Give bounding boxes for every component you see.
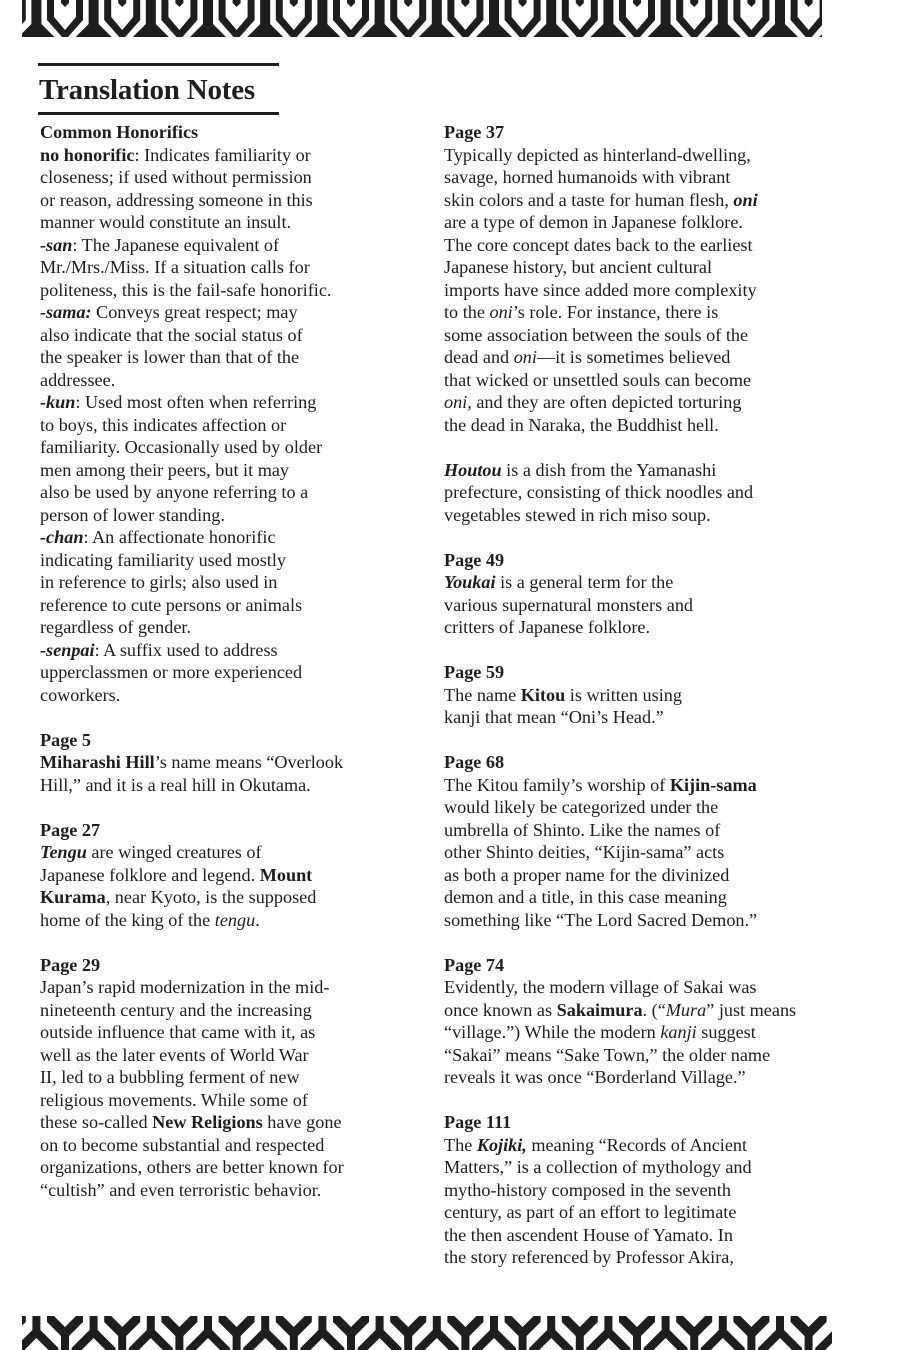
text-segment: , near Kyoto, is the supposed	[105, 887, 317, 907]
text-segment: religious movements. While some of	[40, 1089, 308, 1110]
text-segment: is written using	[565, 684, 682, 705]
text-segment: closeness; if used without permission	[40, 167, 312, 187]
bold-italic-term: -kun	[40, 392, 76, 412]
text-segment: that wicked or unsettled souls can become	[444, 369, 752, 390]
text-segment: the story referenced by Professor Akira,	[444, 1247, 734, 1267]
text-line	[40, 684, 400, 707]
page-title: Translation Notes	[39, 74, 255, 106]
text-segment: something like “The Lord Sacred Demon.”	[444, 909, 758, 930]
border-motif	[61, 0, 69, 7]
text-line	[444, 1246, 834, 1269]
text-line	[40, 1134, 400, 1157]
text-line	[40, 594, 400, 617]
text-segment: , and they are often depicted torturing	[467, 392, 742, 412]
title-rule-bottom	[38, 112, 279, 115]
note-section	[444, 459, 834, 527]
section-heading: Page 68	[444, 752, 505, 772]
note-section	[444, 661, 834, 729]
text-segment: ’s name means “Overlook	[154, 752, 344, 772]
text-line	[40, 751, 400, 774]
border-motif	[576, 0, 584, 7]
bold-term: Kijin-sama	[669, 774, 757, 795]
text-segment: well as the later events of World War	[40, 1044, 309, 1065]
border-motif	[233, 0, 241, 7]
text-line	[40, 279, 400, 302]
left-column	[40, 121, 400, 1224]
section-heading: Page 74	[444, 954, 505, 975]
section-heading: Page 49	[444, 549, 505, 570]
text-segment: umbrella of Shinto. Like the names of	[444, 819, 721, 840]
note-section	[40, 121, 400, 706]
text-line	[40, 549, 400, 572]
text-line	[444, 886, 834, 909]
text-line	[444, 909, 834, 932]
text-segment: demon and a title, in this case meaning	[444, 887, 727, 907]
bold-term: Kitou	[520, 684, 566, 705]
bold-italic-term: oni	[733, 189, 758, 210]
section-heading: Page 27	[40, 819, 101, 840]
text-segment: the dead in Naraka, the Buddhist hell.	[444, 414, 719, 435]
text-line	[444, 166, 834, 189]
border-motif	[848, 1316, 884, 1350]
text-line	[444, 391, 834, 414]
text-segment: outside influence that came with it, as	[40, 1022, 316, 1042]
section-heading: Page 37	[444, 122, 505, 142]
bold-term: Mount	[259, 864, 313, 885]
text-line	[444, 796, 834, 819]
text-line	[444, 841, 834, 864]
text-segment: “Sakai” means “Sake Town,” the older name	[444, 1044, 771, 1065]
text-line	[444, 819, 834, 842]
border-motif	[118, 0, 126, 7]
section-heading: Page 5	[40, 729, 92, 750]
text-line	[444, 301, 834, 324]
section-heading: Page 59	[444, 662, 505, 682]
text-line	[40, 571, 400, 594]
text-segment: kanji that mean “Oni’s Head.”	[444, 707, 664, 727]
bold-italic-term: Houtou	[444, 459, 502, 480]
text-segment: reveals it was once “Borderland Village.”	[444, 1067, 746, 1087]
bold-term: Miharashi Hill	[40, 752, 155, 772]
text-line	[40, 661, 400, 684]
text-segment: the then ascendent House of Yamato. In	[444, 1224, 733, 1245]
text-segment: Conveys great respect; may	[91, 302, 298, 322]
text-segment: other Shinto deities, “Kijin-sama” acts	[444, 842, 725, 862]
text-line	[444, 1201, 834, 1224]
text-segment: some association between the souls of the	[444, 324, 749, 345]
text-line	[40, 1021, 400, 1044]
text-line	[40, 346, 400, 369]
border-motif	[862, 0, 870, 7]
text-segment: Matters,” is a collection of mythology and	[444, 1157, 752, 1177]
text-segment: Hill,” and it is a real hill in Okutama.	[40, 774, 311, 795]
text-segment: : The Japanese equivalent of	[72, 234, 280, 255]
text-line	[40, 616, 400, 639]
text-segment: century, as part of an effort to legitimate	[444, 1202, 737, 1222]
text-segment: are winged creatures of	[86, 842, 262, 862]
border-motif	[519, 0, 527, 7]
text-segment: : An affectionate honorific	[83, 527, 276, 547]
text-line	[40, 1111, 400, 1134]
note-section	[444, 121, 834, 436]
text-segment: The core concept dates back to the earliest	[444, 234, 753, 255]
text-line	[40, 436, 400, 459]
border-motif	[404, 0, 412, 7]
italic-term: oni	[444, 392, 468, 412]
bold-term: New Religions	[152, 1112, 263, 1132]
section-heading: Common Honorifics	[40, 122, 199, 142]
text-segment: The name	[444, 684, 521, 705]
section-heading: Page 111	[444, 1112, 512, 1132]
text-segment: also be used by anyone referring to a	[40, 482, 309, 502]
text-line	[40, 504, 400, 527]
border-motif	[848, 0, 884, 37]
text-line	[40, 1156, 400, 1179]
text-segment: II, led to a bubbling ferment of new	[40, 1067, 300, 1087]
text-segment: savage, horned humanoids with vibrant	[444, 167, 731, 187]
section-heading: Page 29	[40, 954, 101, 975]
text-segment: imports have since added more complexity	[444, 279, 757, 300]
italic-term: oni	[513, 347, 537, 367]
text-segment: person of lower standing.	[40, 504, 225, 525]
text-line	[40, 189, 400, 212]
text-line	[444, 414, 834, 437]
text-line	[40, 526, 400, 549]
text-segment: : Used most often when referring	[75, 392, 317, 412]
text-segment: Mr./Mrs./Miss. If a situation calls for	[40, 257, 310, 277]
text-segment: the speaker is lower than that of the	[40, 347, 300, 367]
border-motif	[633, 0, 641, 7]
text-segment: “cultish” and even terroristic behavior.	[40, 1179, 322, 1200]
decorative-border-top	[0, 0, 900, 40]
text-line	[40, 414, 400, 437]
text-segment: once known as	[444, 999, 557, 1020]
text-line	[40, 774, 400, 797]
italic-term: oni	[489, 302, 513, 322]
text-line	[40, 324, 400, 347]
text-line	[40, 481, 400, 504]
text-line	[444, 144, 834, 167]
text-line	[40, 1179, 400, 1202]
text-line	[444, 369, 834, 392]
bold-italic-term: Tengu	[40, 842, 87, 862]
text-line	[444, 1224, 834, 1247]
text-segment: vegetables stewed in rich miso soup.	[444, 504, 711, 525]
text-line	[40, 1066, 400, 1089]
text-segment: is a general term for the	[495, 572, 674, 592]
text-line	[40, 234, 400, 257]
border-motif	[290, 0, 298, 7]
note-section	[444, 549, 834, 639]
border-motif	[872, 1316, 900, 1350]
text-line	[444, 459, 834, 482]
border-motif	[0, 0, 26, 37]
text-line	[444, 616, 834, 639]
text-segment: or reason, addressing someone in this	[40, 189, 313, 210]
text-line	[444, 211, 834, 234]
text-line	[444, 1156, 834, 1179]
text-segment: The	[444, 1134, 477, 1155]
italic-term: kanji	[660, 1022, 697, 1042]
text-segment: familiarity. Occasionally used by older	[40, 437, 323, 457]
text-segment: “village.”) While the modern	[444, 1022, 661, 1042]
text-segment: indicating familiarity used mostly	[40, 549, 286, 570]
text-line	[444, 864, 834, 887]
text-segment: dead and	[444, 347, 514, 367]
text-line	[40, 211, 400, 234]
text-segment: prefecture, consisting of thick noodles and	[444, 482, 754, 502]
text-line	[444, 504, 834, 527]
text-line	[40, 976, 400, 999]
text-segment: regardless of gender.	[40, 617, 191, 637]
text-line	[40, 166, 400, 189]
text-line	[40, 864, 400, 887]
border-motif	[876, 0, 900, 37]
text-segment: would likely be categorized under the	[444, 797, 719, 817]
text-line	[40, 256, 400, 279]
text-segment: : A suffix used to address	[94, 639, 278, 660]
border-motif	[747, 0, 755, 7]
text-line	[444, 189, 834, 212]
bold-italic-term: Youkai	[444, 572, 496, 592]
text-segment: skin colors and a taste for human flesh,	[444, 189, 734, 210]
text-segment: are a type of demon in Japanese folklore.	[444, 212, 743, 232]
text-line	[444, 774, 834, 797]
bold-italic-term: -san	[40, 234, 73, 255]
text-segment: addressee.	[40, 369, 116, 390]
text-segment: suggest	[696, 1022, 756, 1042]
text-segment: meaning “Records of Ancient	[526, 1134, 748, 1155]
bold-term: no honorific	[40, 144, 135, 165]
text-segment: mytho-history composed in the seventh	[444, 1179, 731, 1200]
text-segment: reference to cute persons or animals	[40, 594, 303, 615]
text-line	[40, 369, 400, 392]
text-segment: organizations, others are better known for	[40, 1157, 344, 1177]
text-line	[444, 684, 834, 707]
text-segment: ’s role. For instance, there is	[512, 302, 719, 322]
text-line	[444, 234, 834, 257]
text-segment: politeness, this is the fail-safe honorific.	[40, 279, 332, 300]
text-segment: Japanese history, but ancient cultural	[444, 257, 713, 277]
text-line	[444, 1021, 834, 1044]
note-section	[40, 729, 400, 797]
text-line	[40, 639, 400, 662]
text-segment: Japan’s rapid modernization in the mid-	[40, 977, 330, 997]
text-line	[40, 886, 400, 909]
text-segment: nineteenth century and the increasing	[40, 999, 312, 1020]
text-segment: these so-called	[40, 1112, 153, 1132]
text-segment: to boys, this indicates affection or	[40, 414, 287, 435]
border-motif	[0, 1316, 26, 1350]
decorative-border-bottom	[0, 1314, 900, 1350]
text-line	[444, 256, 834, 279]
text-segment: Japanese folklore and legend.	[40, 864, 260, 885]
text-segment: The Kitou family’s worship of	[444, 774, 670, 795]
text-line	[40, 391, 400, 414]
bold-term: Sakaimura	[556, 999, 643, 1020]
text-line	[444, 999, 834, 1022]
bold-italic-term: -chan	[40, 527, 84, 547]
text-line	[40, 999, 400, 1022]
border-motif	[461, 0, 469, 7]
text-segment: various supernatural monsters and	[444, 594, 694, 615]
border-motif	[805, 0, 813, 7]
text-line	[444, 1044, 834, 1067]
title-block	[38, 63, 279, 115]
bold-italic-term: -senpai	[40, 639, 95, 660]
border-motif	[347, 0, 355, 7]
border-motif	[4, 0, 12, 7]
text-line	[444, 346, 834, 369]
text-line	[444, 594, 834, 617]
right-column	[444, 121, 834, 1291]
text-segment: in reference to girls; also used in	[40, 572, 278, 592]
border-motif	[819, 0, 855, 37]
italic-term: tengu	[214, 909, 256, 930]
text-line	[444, 706, 834, 729]
note-section	[444, 954, 834, 1089]
text-segment: . (“	[642, 999, 666, 1020]
text-line	[444, 976, 834, 999]
text-line	[444, 1179, 834, 1202]
text-segment: as both a proper name for the divinized	[444, 864, 730, 885]
note-section	[40, 954, 400, 1202]
text-segment: coworkers.	[40, 684, 121, 705]
text-line	[40, 459, 400, 482]
text-segment: have gone	[262, 1112, 342, 1132]
bold-term: Kurama	[40, 887, 106, 907]
text-segment: Evidently, the modern village of Sakai was	[444, 977, 757, 997]
text-line	[40, 909, 400, 932]
text-segment: home of the king of the	[40, 909, 215, 930]
text-line	[444, 324, 834, 347]
text-line	[444, 279, 834, 302]
text-line	[40, 1044, 400, 1067]
text-segment: upperclassmen or more experienced	[40, 662, 303, 682]
text-segment: critters of Japanese folklore.	[444, 617, 651, 637]
text-segment: ” just means	[706, 999, 797, 1020]
italic-term: Mura	[665, 999, 707, 1020]
text-line	[444, 481, 834, 504]
text-segment: : Indicates familiarity or	[134, 144, 311, 165]
note-section	[40, 819, 400, 932]
note-section	[444, 751, 834, 931]
text-segment: Typically depicted as hinterland-dwelling,	[444, 144, 751, 165]
text-line	[40, 144, 400, 167]
note-section	[444, 1111, 834, 1269]
border-motif	[175, 0, 183, 7]
text-segment: is a dish from the Yamanashi	[501, 459, 717, 480]
text-line	[40, 301, 400, 324]
text-line	[444, 1134, 834, 1157]
text-segment: on to become substantial and respected	[40, 1134, 325, 1155]
text-line	[40, 1089, 400, 1112]
border-motif	[690, 0, 698, 7]
text-segment: men among their peers, but it may	[40, 459, 290, 480]
text-line	[40, 841, 400, 864]
text-segment: to the	[444, 302, 490, 322]
bold-italic-term: -sama:	[40, 302, 92, 322]
text-segment: also indicate that the social status of	[40, 324, 303, 345]
text-segment: manner would constitute an insult.	[40, 212, 292, 232]
text-segment: —it is sometimes believed	[536, 347, 731, 367]
bold-italic-term: Kojiki,	[476, 1134, 527, 1155]
text-segment: .	[255, 909, 260, 930]
text-line	[444, 571, 834, 594]
text-line	[444, 1066, 834, 1089]
